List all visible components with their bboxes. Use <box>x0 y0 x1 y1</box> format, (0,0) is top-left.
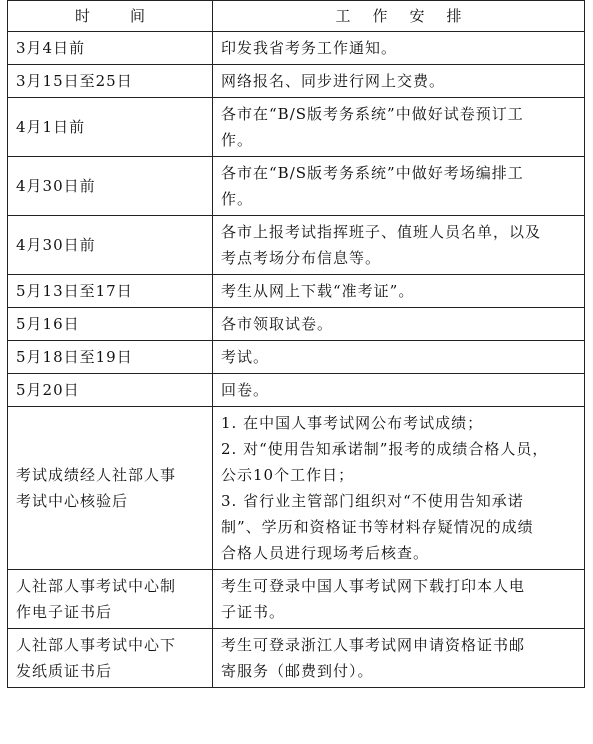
time-line: 考试中心核验后 <box>16 492 129 510</box>
task-line: 回卷。 <box>221 381 270 399</box>
task-line: 寄服务（邮费到付）。 <box>221 662 374 680</box>
table-row <box>8 275 585 308</box>
task-line: 各市上报考试指挥班子、值班人员名单，以及 <box>221 223 542 241</box>
time-line: 人社部人事考试中心下 <box>16 636 177 654</box>
row-time <box>8 407 213 570</box>
row-time: 4月30日前 <box>8 216 213 275</box>
header-arrangement <box>213 1 585 32</box>
schedule-sheet <box>7 0 585 688</box>
task-line: 作。 <box>221 131 254 149</box>
row-task <box>213 275 585 308</box>
row-time <box>8 570 213 629</box>
row-task <box>213 32 585 65</box>
table-row <box>8 32 585 65</box>
task-line: 考生从网上下载“准考证”。 <box>221 282 415 300</box>
row-task <box>213 157 585 216</box>
table-row <box>8 216 585 275</box>
task-line: 各市在“B/S版考务系统”中做好试卷预订工 <box>221 105 524 123</box>
task-line: 印发我省考务工作通知。 <box>221 39 398 57</box>
exam-schedule-table <box>7 0 585 688</box>
row-time: 4月30日前 <box>8 157 213 216</box>
row-task <box>213 308 585 341</box>
task-line: 2. 对“使用告知承诺制”报考的成绩合格人员， <box>221 440 549 458</box>
header-arrangement-label: 工作安排 <box>335 7 484 25</box>
time-line: 发纸质证书后 <box>16 662 113 680</box>
table-row <box>8 570 585 629</box>
task-line: 考点考场分布信息等。 <box>221 249 382 267</box>
task-line: 子证书。 <box>221 603 286 621</box>
row-task <box>213 98 585 157</box>
task-line: 考生可登录浙江人事考试网申请资格证书邮 <box>221 636 526 654</box>
header-time-label: 时间 <box>74 7 185 25</box>
row-task <box>213 341 585 374</box>
row-time: 5月20日 <box>8 374 213 407</box>
task-line: 考生可登录中国人事考试网下载打印本人电 <box>221 577 526 595</box>
time-line: 考试成绩经人社部人事 <box>16 466 177 484</box>
task-line: 考试。 <box>221 348 270 366</box>
task-line: 公示10个工作日； <box>221 466 355 484</box>
row-task <box>213 407 585 570</box>
task-line: 合格人员进行现场考后核查。 <box>221 544 430 562</box>
table-row <box>8 407 585 570</box>
row-task <box>213 65 585 98</box>
header-time <box>8 1 213 32</box>
row-time: 3月15日至25日 <box>8 65 213 98</box>
row-time: 5月18日至19日 <box>8 341 213 374</box>
time-line: 人社部人事考试中心制 <box>16 577 177 595</box>
row-time: 4月1日前 <box>8 98 213 157</box>
table-header-row <box>8 1 585 32</box>
row-task <box>213 629 585 688</box>
task-line: 各市领取试卷。 <box>221 315 334 333</box>
row-task <box>213 570 585 629</box>
task-line: 作。 <box>221 190 254 208</box>
table-row <box>8 341 585 374</box>
task-line: 各市在“B/S版考务系统”中做好考场编排工 <box>221 164 524 182</box>
task-line: 制”、学历和资格证书等材料存疑情况的成绩 <box>221 518 534 536</box>
row-task <box>213 216 585 275</box>
table-row <box>8 629 585 688</box>
row-task <box>213 374 585 407</box>
table-row <box>8 308 585 341</box>
row-time: 5月16日 <box>8 308 213 341</box>
table-row <box>8 157 585 216</box>
row-time: 5月13日至17日 <box>8 275 213 308</box>
time-line: 作电子证书后 <box>16 603 113 621</box>
task-line: 1. 在中国人事考试网公布考试成绩； <box>221 414 484 432</box>
table-row <box>8 65 585 98</box>
row-time: 3月4日前 <box>8 32 213 65</box>
task-line: 网络报名、同步进行网上交费。 <box>221 72 446 90</box>
row-time <box>8 629 213 688</box>
table-row <box>8 374 585 407</box>
table-row <box>8 98 585 157</box>
task-line: 3. 省行业主管部门组织对“不使用告知承诺 <box>221 492 524 510</box>
